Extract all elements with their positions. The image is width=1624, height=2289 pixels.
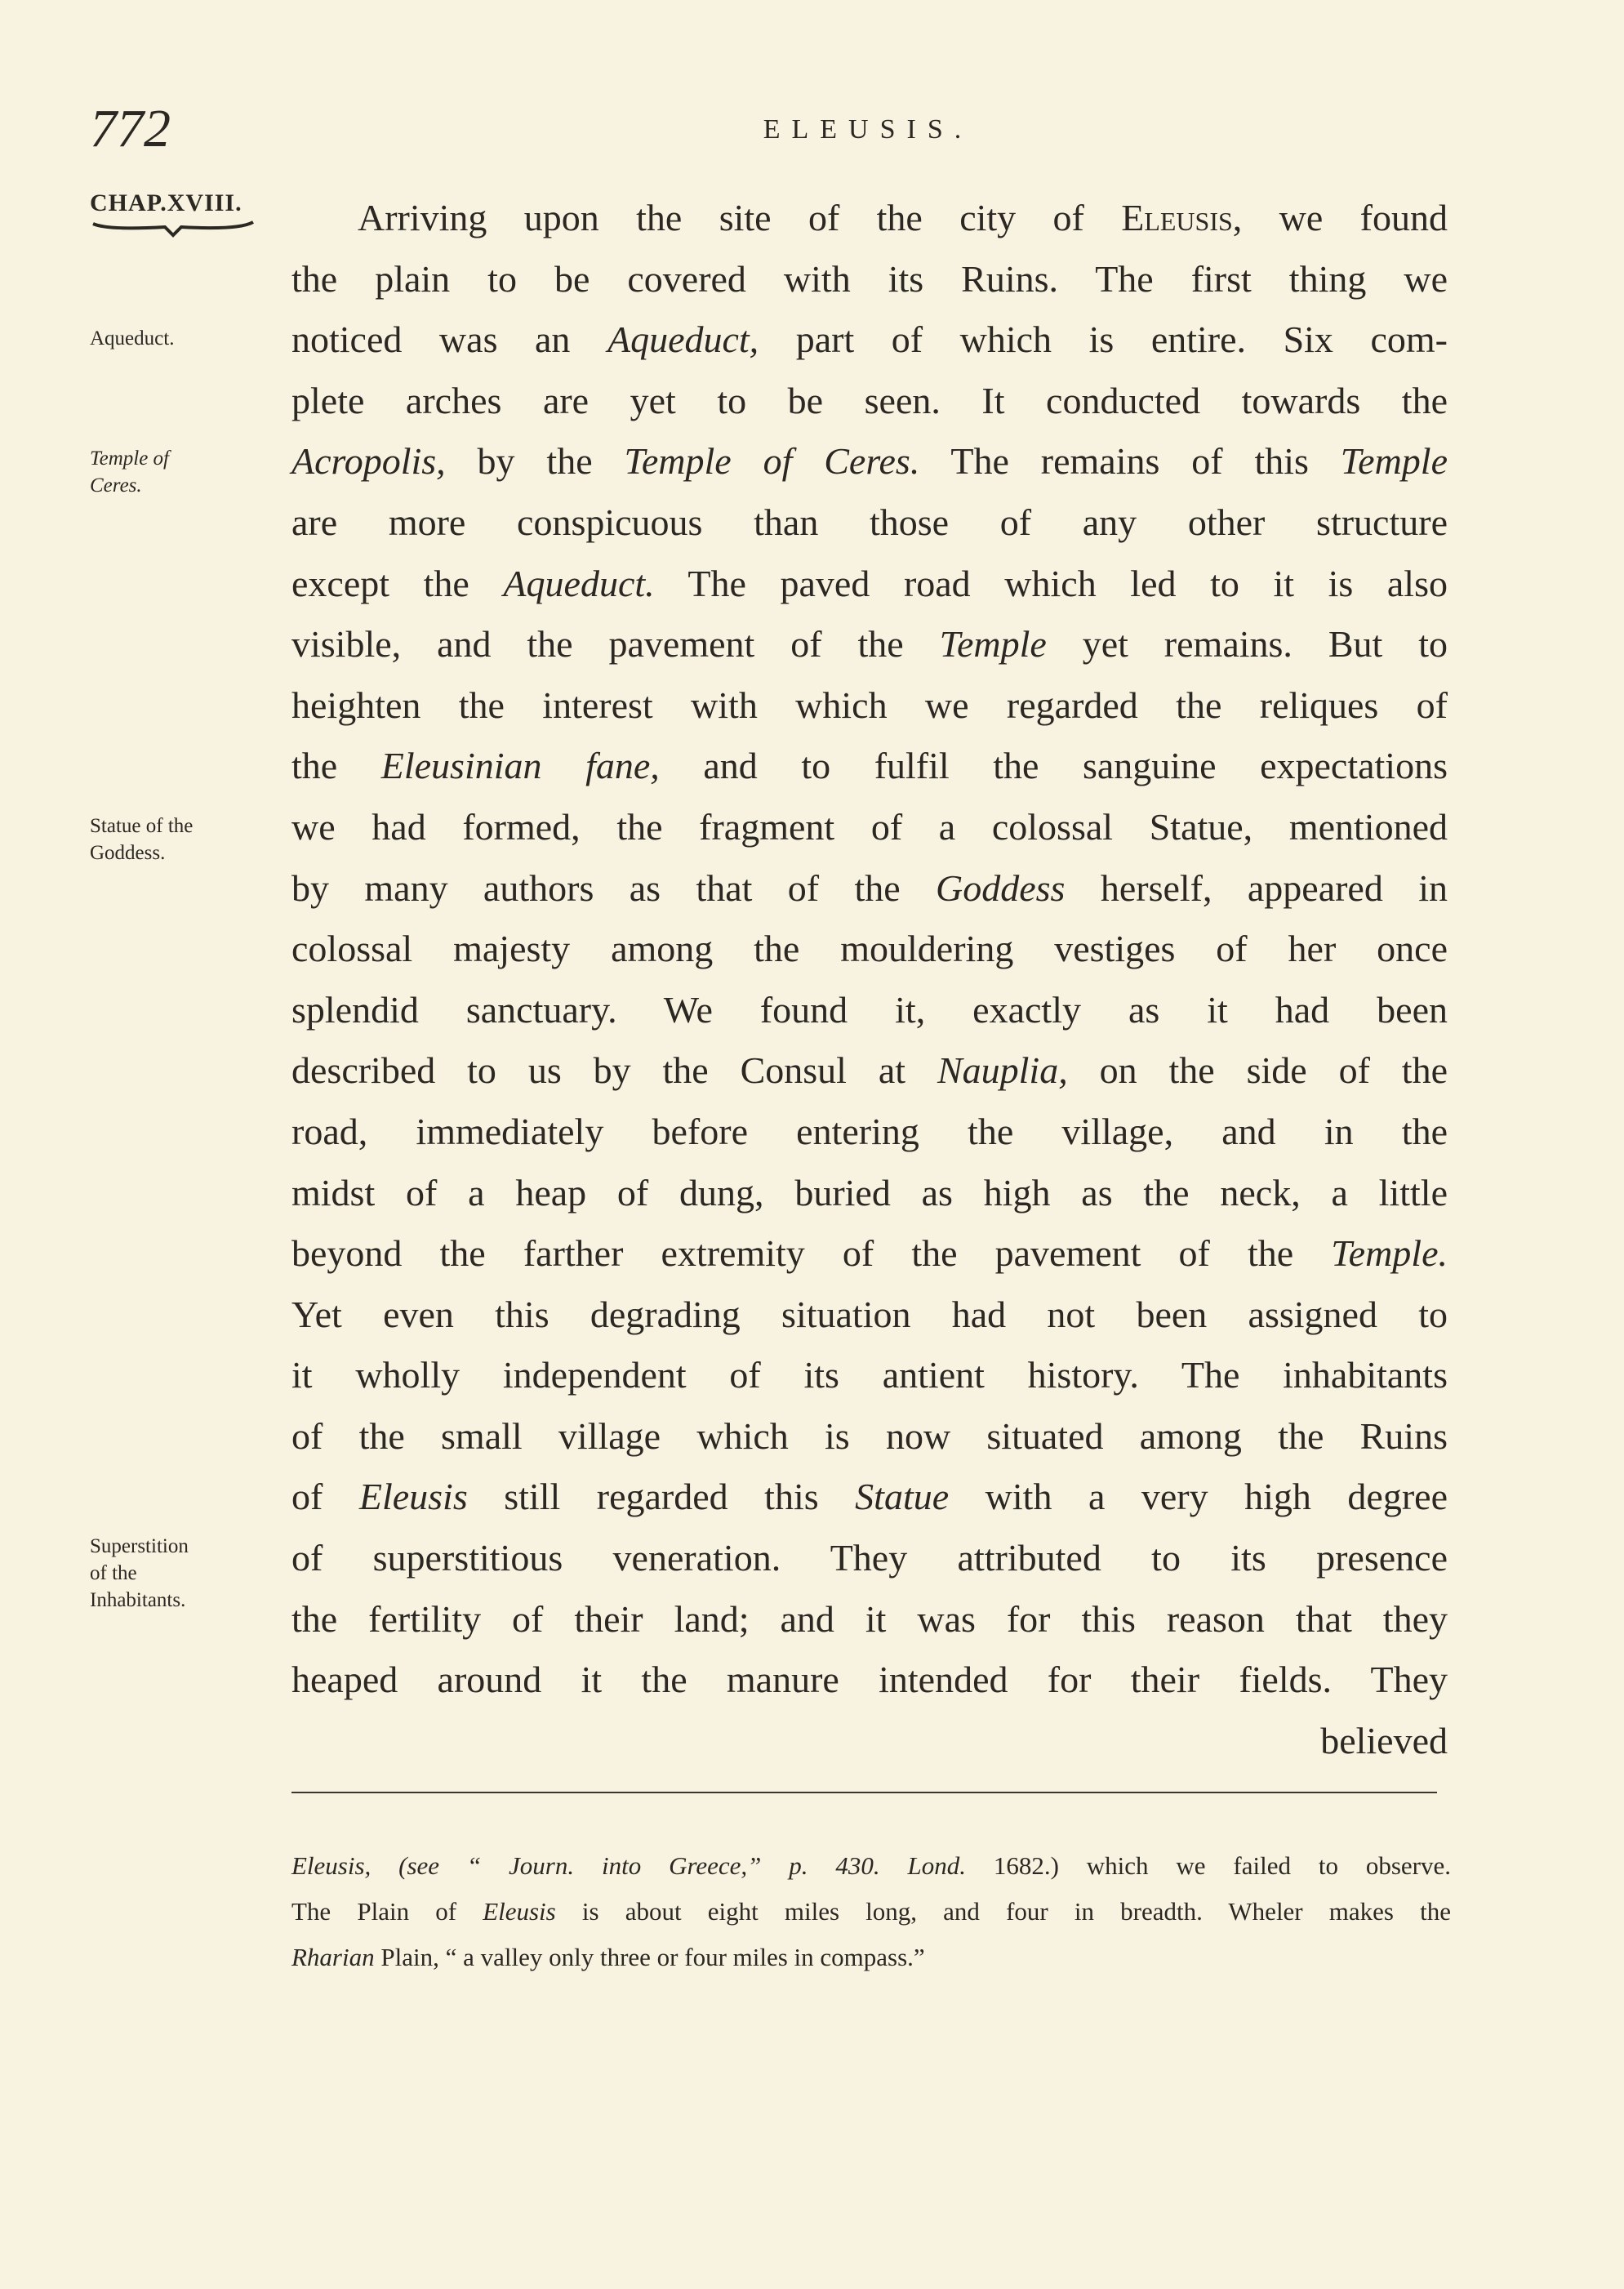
italic-segment: Acropolis, xyxy=(291,440,446,483)
text-segment: splendid sanctuary. We found it, exactly as it had been xyxy=(291,988,1448,1031)
text-line xyxy=(291,492,1448,554)
text-line xyxy=(291,1285,1448,1346)
margin-note-line: Goddess. xyxy=(90,842,166,864)
italic-segment: Rharian xyxy=(291,1943,375,1971)
text-segment: 1682.) which we failed to observe. xyxy=(965,1851,1451,1880)
italic-segment: Goddess xyxy=(936,866,1066,909)
text-line xyxy=(291,371,1448,432)
text-line xyxy=(291,1040,1448,1102)
margin-note-temple-of-ceres xyxy=(90,445,253,499)
text-segment: described to us by the Consul at xyxy=(291,1049,937,1092)
chapter-label: CHAP.XVIII. xyxy=(90,189,242,216)
text-line xyxy=(291,1711,1448,1772)
text-line xyxy=(291,554,1448,615)
text-segment: and to fulfil the sanguine expectations xyxy=(659,745,1448,787)
text-line xyxy=(291,1528,1448,1589)
margin-note-statue-of-the-goddess xyxy=(90,813,253,866)
margin-note-aqueduct xyxy=(90,325,253,352)
footnote-line xyxy=(291,1935,1451,1980)
brace-ornament xyxy=(91,219,255,238)
text-segment: still regarded this xyxy=(467,1476,856,1518)
text-segment: Eleusis xyxy=(1121,197,1233,238)
text-segment: believed xyxy=(1320,1719,1448,1761)
text-segment: The paved road which led to it is also xyxy=(654,562,1448,604)
text-segment: the plain to be covered with its Ruins. The first thing we xyxy=(291,257,1448,300)
text-segment: on the side of the xyxy=(1067,1049,1448,1092)
text-line xyxy=(291,1467,1448,1528)
italic-segment: Temple xyxy=(1340,440,1448,483)
text-line xyxy=(291,736,1448,797)
text-segment: we had formed, the fragment of a colossal Statue, mentioned xyxy=(291,805,1448,848)
text-segment: Arriving upon the site of the city of xyxy=(358,197,1122,238)
text-segment: , we found xyxy=(1232,197,1448,238)
text-line xyxy=(291,1406,1448,1467)
text-segment: heaped around it the manure intended for their fields. They xyxy=(291,1659,1448,1701)
text-segment: it wholly independent of its antient history. The inhabitants xyxy=(291,1354,1448,1396)
text-segment: Plain, “ a valley only three or four miles in compass.” xyxy=(374,1943,925,1971)
text-segment: is about eight miles long, and four in breadth. Wheler makes the xyxy=(555,1897,1451,1926)
margin-note-line: Aqueduct. xyxy=(90,327,175,350)
margin-note-line: Temple of xyxy=(90,448,169,470)
margin-note-line: of the xyxy=(90,1562,137,1584)
text-segment: part of which is entire. Six com- xyxy=(759,318,1448,361)
margin-note-line: Superstition xyxy=(90,1535,189,1557)
text-segment: with a very high degree xyxy=(949,1476,1448,1518)
text-segment: The remains of this xyxy=(919,440,1341,483)
italic-segment: Temple of Ceres. xyxy=(624,440,920,483)
footnote-line xyxy=(291,1889,1451,1935)
text-segment: of xyxy=(291,1476,359,1518)
text-segment: the fertility of their land; and it was for this reason that they xyxy=(291,1597,1448,1640)
text-line xyxy=(291,1345,1448,1406)
text-segment: by many authors as that of the xyxy=(291,866,937,909)
running-head: ELEUSIS. xyxy=(763,114,973,145)
text-segment: noticed was an xyxy=(291,318,607,361)
text-line xyxy=(291,1102,1448,1163)
text-segment: visible, and the pavement of the xyxy=(291,623,940,666)
italic-segment: Nauplia, xyxy=(937,1049,1068,1092)
text-line xyxy=(291,919,1448,980)
text-line xyxy=(291,1163,1448,1224)
italic-segment: Aqueduct, xyxy=(607,318,759,361)
text-segment: Yet even this degrading situation had not been assigned to xyxy=(291,1293,1448,1335)
text-segment: of the small village which is now situated among the Ruins xyxy=(291,1414,1448,1457)
text-line xyxy=(291,1589,1448,1650)
italic-segment: Eleusis, (see “ Journ. into Greece,” p. 430. Lond. xyxy=(291,1851,966,1880)
text-segment: plete arches are yet to be seen. It conducted towards the xyxy=(291,379,1448,421)
text-segment: are more conspicuous than those of any other structure xyxy=(291,501,1448,543)
italic-segment: Eleusinian fane, xyxy=(380,745,660,787)
text-segment: beyond the farther extremity of the pavement of the xyxy=(291,1232,1332,1275)
italic-segment: Temple xyxy=(939,623,1047,666)
text-line xyxy=(291,980,1448,1041)
margin-note-superstition xyxy=(90,1533,253,1614)
body-text xyxy=(291,188,1448,1771)
margin-note-line: Ceres. xyxy=(90,474,142,497)
text-segment: the xyxy=(291,745,381,787)
text-line xyxy=(291,310,1448,371)
italic-segment: Aqueduct. xyxy=(503,562,655,604)
italic-segment: Eleusis xyxy=(358,1476,468,1518)
text-segment: yet remains. But to xyxy=(1046,623,1448,666)
margin-note-line: Inhabitants. xyxy=(90,1589,186,1611)
page-number: 772 xyxy=(90,99,171,158)
text-line xyxy=(291,675,1448,737)
text-line xyxy=(291,249,1448,310)
text-line xyxy=(291,1223,1448,1285)
text-segment: road, immediately before entering the village, and in the xyxy=(291,1110,1448,1152)
text-segment: except the xyxy=(291,562,504,604)
text-segment: heighten the interest with which we regarded the reliques of xyxy=(291,684,1448,726)
footnote-rule xyxy=(291,1792,1437,1793)
italic-segment: Statue xyxy=(855,1476,950,1518)
text-segment: midst of a heap of dung, buried as high as the neck, a little xyxy=(291,1171,1448,1214)
text-segment: by the xyxy=(445,440,625,483)
text-line xyxy=(291,188,1448,249)
text-segment: The Plain of xyxy=(291,1897,483,1926)
text-segment: of superstitious veneration. They attributed to its presence xyxy=(291,1537,1448,1579)
italic-segment: Eleusis xyxy=(483,1897,556,1926)
italic-segment: Temple. xyxy=(1331,1232,1448,1275)
text-line xyxy=(291,858,1448,920)
text-segment: colossal majesty among the mouldering vestiges of her once xyxy=(291,928,1448,970)
margin-note-line: Statue of the xyxy=(90,815,194,837)
text-line xyxy=(291,1650,1448,1711)
text-line xyxy=(291,431,1448,492)
text-line xyxy=(291,797,1448,858)
text-segment: herself, appeared in xyxy=(1065,866,1448,909)
footnote xyxy=(291,1843,1451,1980)
text-line xyxy=(291,614,1448,675)
footnote-line xyxy=(291,1843,1451,1889)
